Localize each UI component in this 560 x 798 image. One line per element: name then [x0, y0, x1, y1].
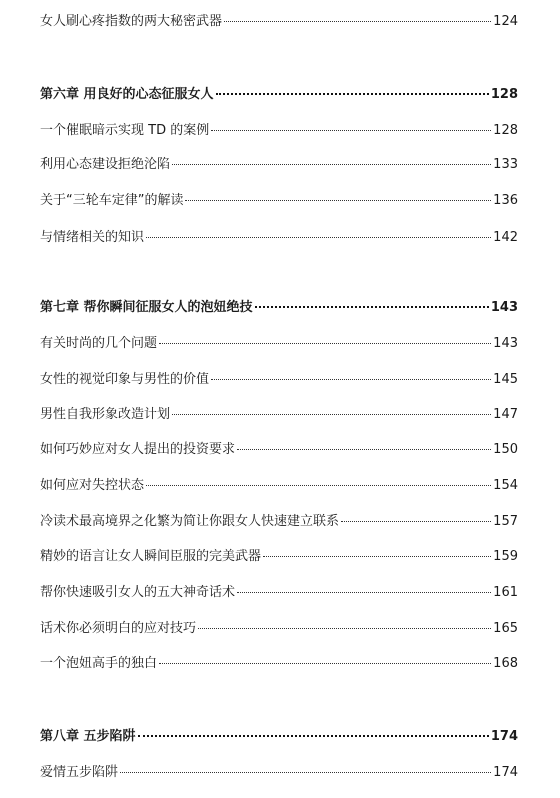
toc-entry-title: 一个泡妞高手的独白	[40, 656, 158, 671]
toc-entry-page: 168	[493, 656, 518, 671]
toc-entry	[40, 156, 518, 174]
toc-entry-page: 133	[493, 157, 518, 172]
toc-entry-page: 145	[493, 372, 518, 387]
dot-leader	[138, 735, 489, 737]
toc-entry-page: 154	[493, 478, 518, 493]
toc-entry	[40, 655, 518, 673]
toc-entry	[40, 513, 518, 531]
dot-leader	[146, 237, 491, 238]
toc-entry	[40, 122, 518, 140]
toc-entry-title: 利用心态建设拒绝沦陷	[40, 157, 171, 172]
toc-entry-title: 关于“三轮车定律”的解读	[40, 193, 184, 208]
dot-leader	[172, 414, 491, 415]
toc-entry-title: 与情绪相关的知识	[40, 230, 145, 245]
toc-entry-page: 128	[490, 87, 518, 102]
toc-entry-title: 一个催眠暗示实现 TD 的案例	[40, 123, 210, 138]
toc-entry-title: 帮你快速吸引女人的五大神奇话术	[40, 585, 236, 600]
dot-leader	[172, 164, 491, 165]
dot-leader	[159, 663, 491, 664]
dot-leader	[237, 449, 491, 450]
toc-entry-title: 女人刷心疼指数的两大秘密武器	[40, 14, 223, 29]
dot-leader	[185, 200, 491, 201]
toc-entry	[40, 371, 518, 389]
toc-entry-page: 143	[493, 336, 518, 351]
toc-entry-page: 174	[490, 729, 518, 744]
toc-entry-page: 150	[493, 442, 518, 457]
toc-chapter-heading	[40, 728, 518, 746]
toc-entry-title: 有关时尚的几个问题	[40, 336, 158, 351]
toc-entry-title: 爱情五步陷阱	[40, 765, 119, 780]
toc-entry-page: 165	[493, 621, 518, 636]
toc-entry-title: 冷读术最高境界之化繁为简让你跟女人快速建立联系	[40, 514, 340, 529]
toc-chapter-heading	[40, 299, 518, 317]
toc-entry-title: 男性自我形象改造计划	[40, 407, 171, 422]
toc-entry-title: 精妙的语言让女人瞬间臣服的完美武器	[40, 549, 262, 564]
dot-leader	[237, 592, 491, 593]
toc-entry	[40, 229, 518, 247]
dot-leader	[120, 772, 491, 773]
toc-entry	[40, 335, 518, 353]
toc-entry-page: 136	[493, 193, 518, 208]
toc-entry-title: 如何应对失控状态	[40, 478, 145, 493]
toc-entry	[40, 620, 518, 638]
dot-leader	[255, 306, 489, 308]
toc-entry-page: 157	[493, 514, 518, 529]
dot-leader	[146, 485, 491, 486]
toc-entry-title: 话术你必须明白的应对技巧	[40, 621, 197, 636]
toc-entry-title: 第六章 用良好的心态征服女人	[40, 87, 214, 102]
toc-chapter-heading	[40, 86, 518, 104]
toc-entry	[40, 764, 518, 782]
toc-entry	[40, 406, 518, 424]
toc-entry-title: 第八章 五步陷阱	[40, 729, 136, 744]
toc-entry-page: 142	[493, 230, 518, 245]
toc-entry	[40, 548, 518, 566]
dot-leader	[198, 628, 491, 629]
toc-entry	[40, 477, 518, 495]
toc-entry	[40, 584, 518, 602]
toc-entry	[40, 192, 518, 210]
dot-leader	[341, 521, 491, 522]
dot-leader	[216, 93, 489, 95]
toc-entry	[40, 13, 518, 31]
toc-entry-page: 174	[493, 765, 518, 780]
dot-leader	[159, 343, 491, 344]
toc-entry-title: 第七章 帮你瞬间征服女人的泡妞绝技	[40, 300, 253, 315]
toc-entry	[40, 441, 518, 459]
toc-entry-page: 159	[493, 549, 518, 564]
toc-entry-page: 147	[493, 407, 518, 422]
toc-entry-title: 如何巧妙应对女人提出的投资要求	[40, 442, 236, 457]
toc-entry-title: 女性的视觉印象与男性的价值	[40, 372, 210, 387]
toc-entry-page: 128	[493, 123, 518, 138]
dot-leader	[224, 21, 491, 22]
toc-entry-page: 124	[493, 14, 518, 29]
toc-entry-page: 143	[490, 300, 518, 315]
dot-leader	[211, 130, 491, 131]
dot-leader	[211, 379, 491, 380]
toc-entry-page: 161	[493, 585, 518, 600]
dot-leader	[263, 556, 491, 557]
